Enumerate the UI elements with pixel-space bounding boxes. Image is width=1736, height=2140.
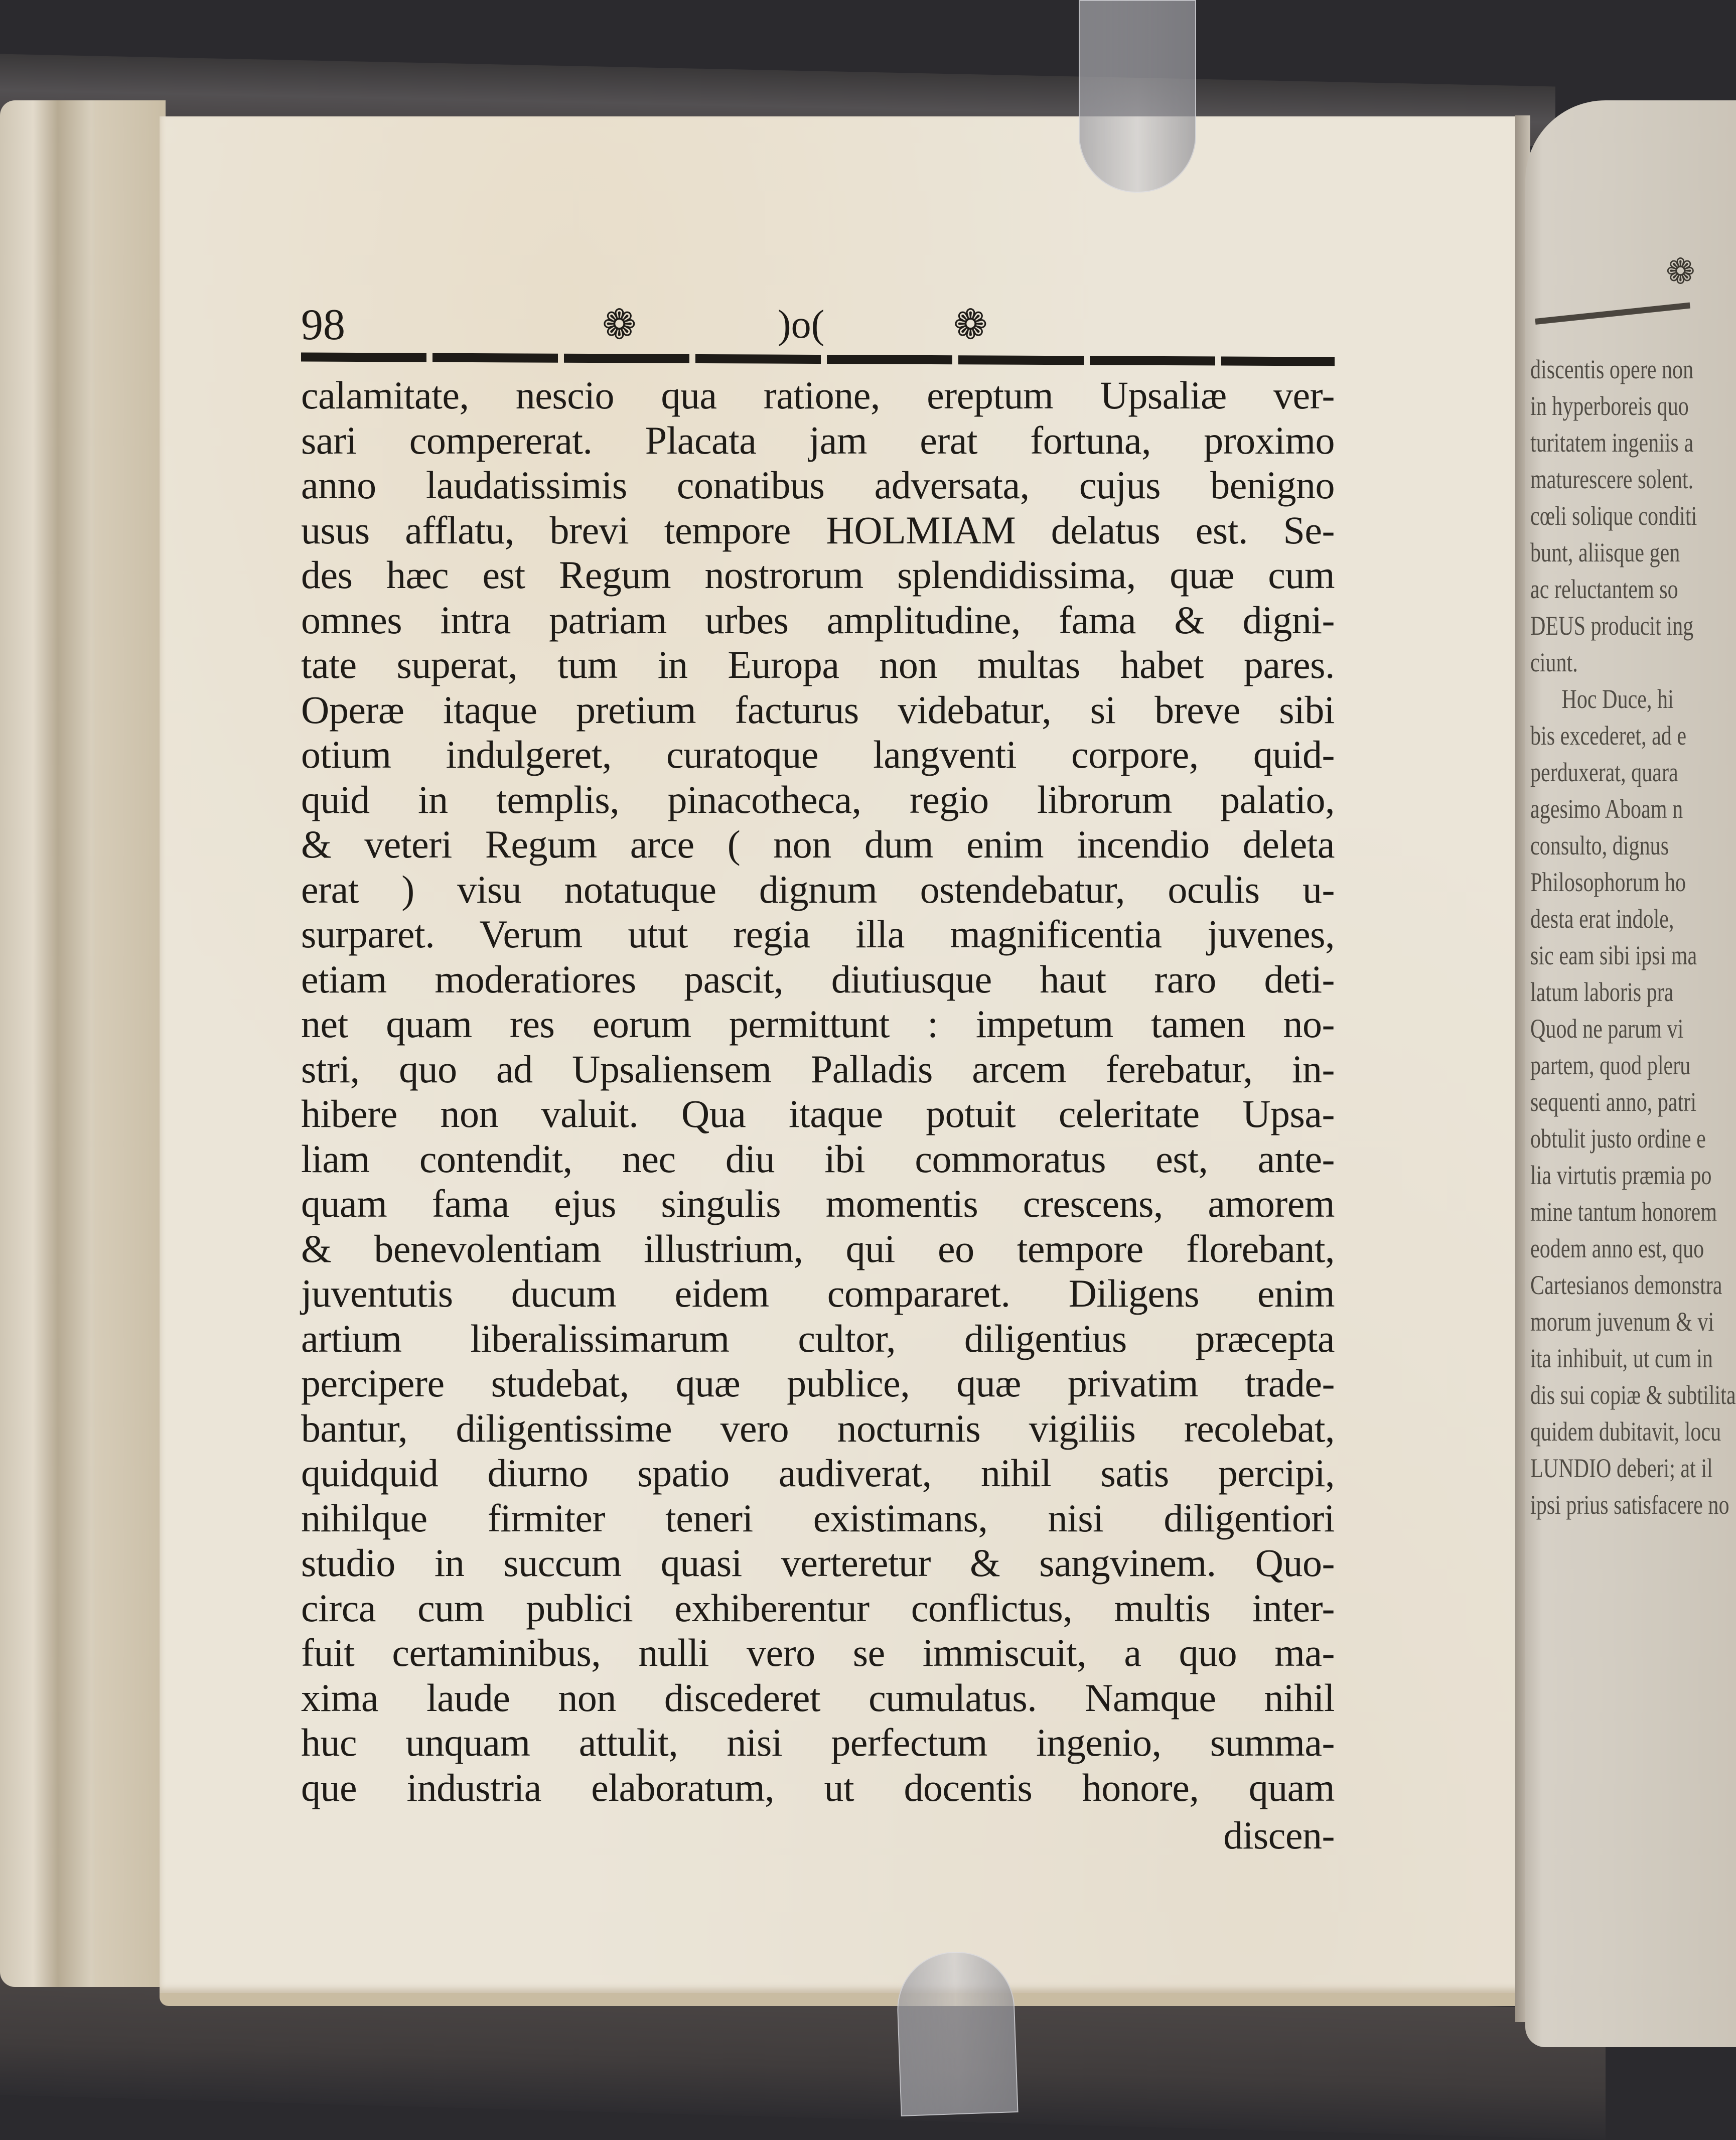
- text-line: & veteri Regum arce ( non dum enim incendio deleta: [301, 822, 1335, 866]
- text-line: bantur, diligentissime vero nocturnis vigiliis recolebat,: [301, 1406, 1335, 1450]
- facing-text-line: desta erat indole,: [1530, 904, 1674, 934]
- ornament-icon: ❁: [1666, 253, 1695, 292]
- facing-text-line: cœli solique conditi: [1530, 501, 1697, 531]
- head-rule: [301, 353, 1335, 366]
- right-page-text: [1530, 351, 1736, 1523]
- text-line: Operæ itaque pretium facturus videbatur, si breve sibi: [301, 687, 1335, 732]
- text-line: net quam res eorum permittunt : impetum tamen no-: [301, 1002, 1335, 1046]
- running-head: [301, 301, 1335, 349]
- text-line: xima laude non discederet cumulatus. Namque nihil: [301, 1675, 1335, 1720]
- facing-text-line: morum juvenum & vi: [1530, 1307, 1714, 1337]
- text-line: liam contendit, nec diu ibi commoratus est, ante-: [301, 1136, 1335, 1181]
- facing-text-line: Philosophorum ho: [1530, 867, 1686, 897]
- text-line: studio in succum quasi verteretur & sangvinem. Quo-: [301, 1541, 1335, 1585]
- body-text: [301, 373, 1335, 1810]
- text-line: & benevolentiam illustrium, qui eo tempore florebant,: [301, 1226, 1335, 1270]
- text-line: otium indulgeret, curatoque langventi corpore, quid-: [301, 733, 1335, 776]
- text-line: fuit certaminibus, nulli vero se immiscuit, a quo ma-: [301, 1631, 1335, 1674]
- text-line: quidquid diurno spatio audiverat, nihil satis percipi,: [301, 1451, 1335, 1495]
- text-line: hibere non valuit. Qua itaque potuit celeritate Upsa-: [301, 1092, 1335, 1135]
- text-line: quid in templis, pinacotheca, regio librorum palatio,: [301, 777, 1335, 821]
- text-line: omnes intra patriam urbes amplitudine, fama & digni-: [301, 598, 1335, 642]
- facing-text-line: Cartesianos demonstra: [1530, 1270, 1722, 1300]
- text-line: erat ) visu notatuque dignum ostendebatur, oculis u-: [301, 867, 1335, 911]
- facing-text-line: mine tantum honorem: [1530, 1197, 1717, 1227]
- facing-text-line: ciunt.: [1530, 647, 1578, 677]
- page-edges-left: [0, 100, 166, 1987]
- text-line: quam fama ejus singulis momentis crescens, amorem: [301, 1182, 1335, 1225]
- text-line: stri, quo ad Upsaliensem Palladis arcem ferebatur, in-: [301, 1047, 1335, 1091]
- text-line: juventutis ducum eidem compararet. Diligens enim: [301, 1271, 1335, 1315]
- text-line: huc unquam attulit, nisi perfectum ingenio, summa-: [301, 1721, 1335, 1764]
- ornament-flower-icon: ❁: [602, 302, 637, 348]
- facing-text-line: discentis opere non: [1530, 354, 1694, 384]
- facing-text-line: partem, quod pleru: [1530, 1050, 1691, 1080]
- facing-text-line: in hyperboreis quo: [1530, 391, 1689, 421]
- facing-text-line: lia virtutis præmia po: [1530, 1160, 1712, 1190]
- catchword: discen-: [1223, 1813, 1335, 1857]
- facing-text-line: eodem anno est, quo: [1530, 1233, 1704, 1263]
- facing-text-line: LUNDIO deberi; at il: [1530, 1453, 1713, 1483]
- facing-text-line: agesimo Aboam n: [1530, 794, 1683, 824]
- text-line: percipere studebat, quæ publice, quæ privatim trade-: [301, 1361, 1335, 1405]
- facing-text-line: quidem dubitavit, locu: [1530, 1416, 1721, 1447]
- facing-text-line: perduxerat, quara: [1530, 757, 1678, 787]
- facing-text-line: consulto, dignus: [1530, 830, 1669, 861]
- left-page-text: [301, 301, 1335, 1858]
- facing-text-line: DEUS producit ing: [1530, 611, 1694, 641]
- facing-text-line: obtulit justo ordine e: [1530, 1123, 1706, 1154]
- text-line: que industria elaboratum, ut docentis honore, quam: [301, 1765, 1335, 1809]
- facing-text-line: turitatem ingeniis a: [1530, 427, 1694, 458]
- text-line: sari compererat. Placata jam erat fortuna, proximo: [301, 418, 1335, 462]
- ornament-center-icon: )o(: [778, 303, 825, 347]
- text-line: calamitate, nescio qua ratione, ereptum Upsaliæ ver-: [301, 373, 1335, 417]
- page-number: 98: [301, 301, 345, 349]
- text-line: usus afflatu, brevi tempore HOLMIAM delatus est. Se-: [301, 508, 1335, 552]
- facing-text-line: latum laboris pra: [1530, 977, 1674, 1007]
- facing-text-line: ac reluctantem so: [1530, 574, 1678, 604]
- text-line: tate superat, tum in Europa non multas habet pares.: [301, 643, 1335, 686]
- text-line: artium liberalissimarum cultor, diligentius præcepta: [301, 1316, 1335, 1360]
- facing-text-line: sequenti anno, patri: [1530, 1087, 1697, 1117]
- facing-text-line: dis sui copiæ & subtilita: [1530, 1380, 1736, 1410]
- facing-text-line: Quod ne parum vi: [1530, 1014, 1684, 1044]
- text-line: des hæc est Regum nostrorum splendidissima, quæ cum: [301, 553, 1335, 597]
- text-line: surparet. Verum utut regia illa magnificentia juvenes,: [301, 912, 1335, 956]
- facing-text-line: maturescere solent.: [1530, 464, 1694, 494]
- facing-text-line: sic eam sibi ipsi ma: [1530, 940, 1697, 970]
- facing-text-line: ita inhibuit, ut cum in: [1530, 1343, 1713, 1373]
- text-line: etiam moderatiores pascit, diutiusque haut raro deti-: [301, 957, 1335, 1001]
- text-line: circa cum publici exhiberentur conflictus, multis inter-: [301, 1586, 1335, 1630]
- facing-text-line: Hoc Duce, hi: [1561, 684, 1674, 714]
- facing-text-line: bunt, aliisque gen: [1530, 537, 1680, 567]
- facing-text-line: bis excederet, ad e: [1530, 721, 1687, 751]
- text-line: anno laudatissimis conatibus adversata, cujus benigno: [301, 463, 1335, 507]
- text-line: nihilque firmiter teneri existimans, nisi diligentiori: [301, 1496, 1335, 1540]
- page-clip-top: [1079, 0, 1196, 193]
- page-clip-bottom: [895, 1950, 1018, 2116]
- facing-text-line: ipsi prius satisfacere no: [1530, 1490, 1729, 1520]
- ornament-flower-icon: ❁: [953, 302, 988, 348]
